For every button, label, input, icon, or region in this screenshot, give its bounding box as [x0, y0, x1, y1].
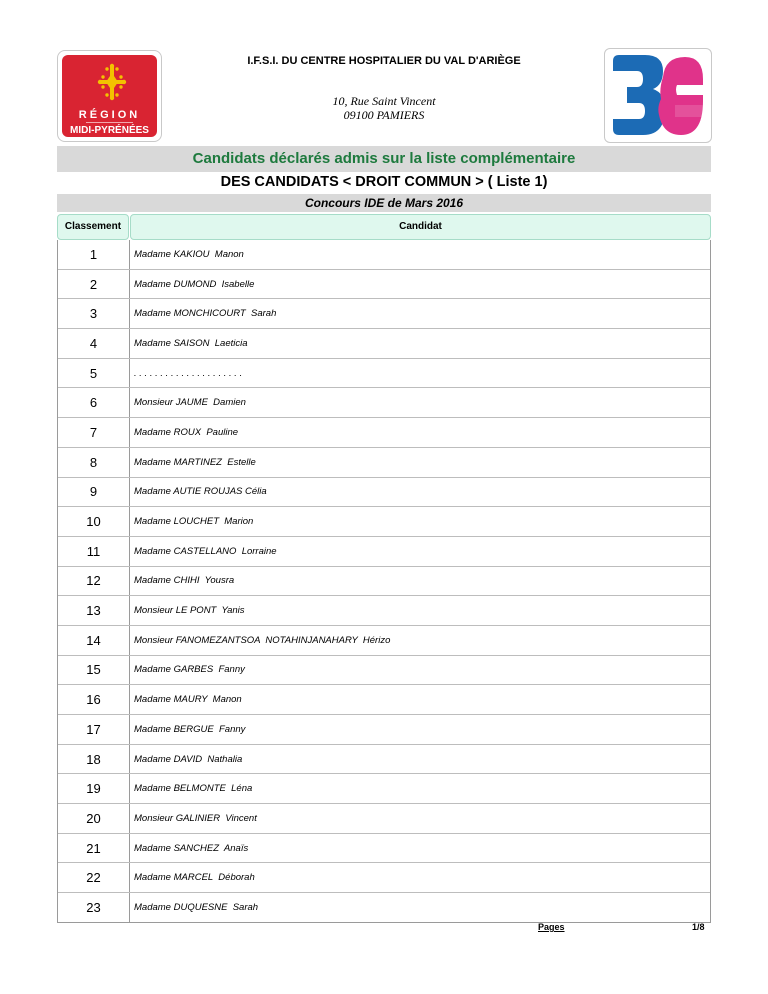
rank-cell: 5 [58, 359, 130, 388]
table-row [58, 715, 710, 745]
rank-cell: 23 [58, 893, 130, 922]
rank-cell: 18 [58, 745, 130, 774]
candidate-cell: Madame SAISON Laeticia [134, 337, 248, 349]
table-row [58, 567, 710, 597]
rank-cell: 1 [58, 240, 130, 269]
rank-cell: 2 [58, 270, 130, 299]
candidate-cell: Madame MAURY Manon [134, 694, 242, 706]
candidate-cell: Madame GARBES Fanny [134, 664, 245, 676]
contest-band [57, 194, 711, 212]
logo-midi-text: MIDI-PYRÉNÉES [70, 125, 149, 136]
candidate-cell: Monsieur JAUME Damien [134, 397, 246, 409]
rank-cell: 11 [58, 537, 130, 566]
rank-cell: 15 [58, 656, 130, 685]
candidate-cell: Madame ROUX Pauline [134, 426, 239, 438]
table-row [58, 507, 710, 537]
rank-cell: 6 [58, 388, 130, 417]
table-row [58, 270, 710, 300]
candidate-cell: Monsieur FANOMEZANTSOA NOTAHINJANAHARY Hérizo [134, 634, 391, 646]
rank-cell: 21 [58, 834, 130, 863]
rank-cell: 8 [58, 448, 130, 477]
rank-cell: 12 [58, 567, 130, 596]
candidate-cell: Madame SANCHEZ Anaïs [134, 842, 249, 854]
candidates-table [57, 214, 711, 923]
candidate-cell: . . . . . . . . . . . . . . . . . . . . . [134, 367, 243, 379]
table-row [58, 685, 710, 715]
subtitle: DES CANDIDATS < DROIT COMMUN > ( Liste 1) [220, 174, 548, 190]
candidate-cell: Madame AUTIE ROUJAS Célia [134, 486, 267, 498]
rank-cell: 22 [58, 863, 130, 892]
table-row [58, 893, 710, 923]
institution-title: I.F.S.I. DU CENTRE HOSPITALIER DU VAL D'ARIÈGE [247, 55, 521, 67]
rank-cell: 16 [58, 685, 130, 714]
rank-cell: 14 [58, 626, 130, 655]
candidate-cell: Madame BELMONTE Léna [134, 783, 253, 795]
header-rank: Classement [57, 214, 129, 240]
candidate-cell: Madame DUMOND Isabelle [134, 278, 255, 290]
rank-cell: 13 [58, 596, 130, 625]
table-row [58, 834, 710, 864]
table-row [58, 863, 710, 893]
candidate-cell: Monsieur LE PONT Yanis [134, 605, 245, 617]
table-row [58, 299, 710, 329]
table-row [58, 537, 710, 567]
rank-cell: 17 [58, 715, 130, 744]
rank-cell: 19 [58, 774, 130, 803]
candidate-cell: Madame DUQUESNE Sarah [134, 901, 259, 913]
candidate-cell: Madame LOUCHET Marion [134, 516, 254, 528]
candidate-cell: Madame MONCHICOURT Sarah [134, 308, 277, 320]
rank-cell: 3 [58, 299, 130, 328]
candidate-cell: Madame BERGUE Fanny [134, 723, 246, 735]
address-line-2: 09100 PAMIERS [343, 108, 425, 122]
candidate-cell: Monsieur GALINIER Vincent [134, 812, 257, 824]
page-number: 1/8 [692, 922, 705, 932]
subtitle-band [57, 174, 711, 194]
contest-title: Concours IDE de Mars 2016 [304, 196, 464, 210]
table-row [58, 804, 710, 834]
main-title-band [57, 146, 711, 172]
candidate-cell: Madame MARTINEZ Estelle [134, 456, 256, 468]
address-line-1: 10, Rue Saint Vincent [332, 94, 436, 108]
table-row [58, 626, 710, 656]
logo-region-text: RÉGION [78, 109, 141, 121]
table-row [58, 329, 710, 359]
table-header [57, 214, 711, 240]
table-row [58, 240, 710, 270]
table-row [58, 388, 710, 418]
candidate-cell: Madame MARCEL Déborah [134, 872, 255, 884]
rank-cell: 20 [58, 804, 130, 833]
candidate-cell: Madame CHIHI Yousra [134, 575, 235, 587]
rank-cell: 7 [58, 418, 130, 447]
table-row [58, 656, 710, 686]
pages-label: Pages [538, 922, 565, 932]
table-row [58, 596, 710, 626]
rank-cell: 4 [58, 329, 130, 358]
header-candidate: Candidat [130, 214, 711, 240]
table-row [58, 745, 710, 775]
main-title: Candidats déclarés admis sur la liste complémentaire [192, 150, 576, 167]
table-row [58, 448, 710, 478]
table-row [58, 478, 710, 508]
rank-cell: 10 [58, 507, 130, 536]
table-body [57, 240, 711, 923]
candidate-cell: Madame KAKIOU Manon [134, 248, 244, 260]
table-row [58, 774, 710, 804]
candidate-cell: Madame CASTELLANO Lorraine [134, 545, 277, 557]
table-row [58, 359, 710, 389]
candidate-cell: Madame DAVID Nathalia [134, 753, 243, 765]
table-row [58, 418, 710, 448]
rank-cell: 9 [58, 478, 130, 507]
